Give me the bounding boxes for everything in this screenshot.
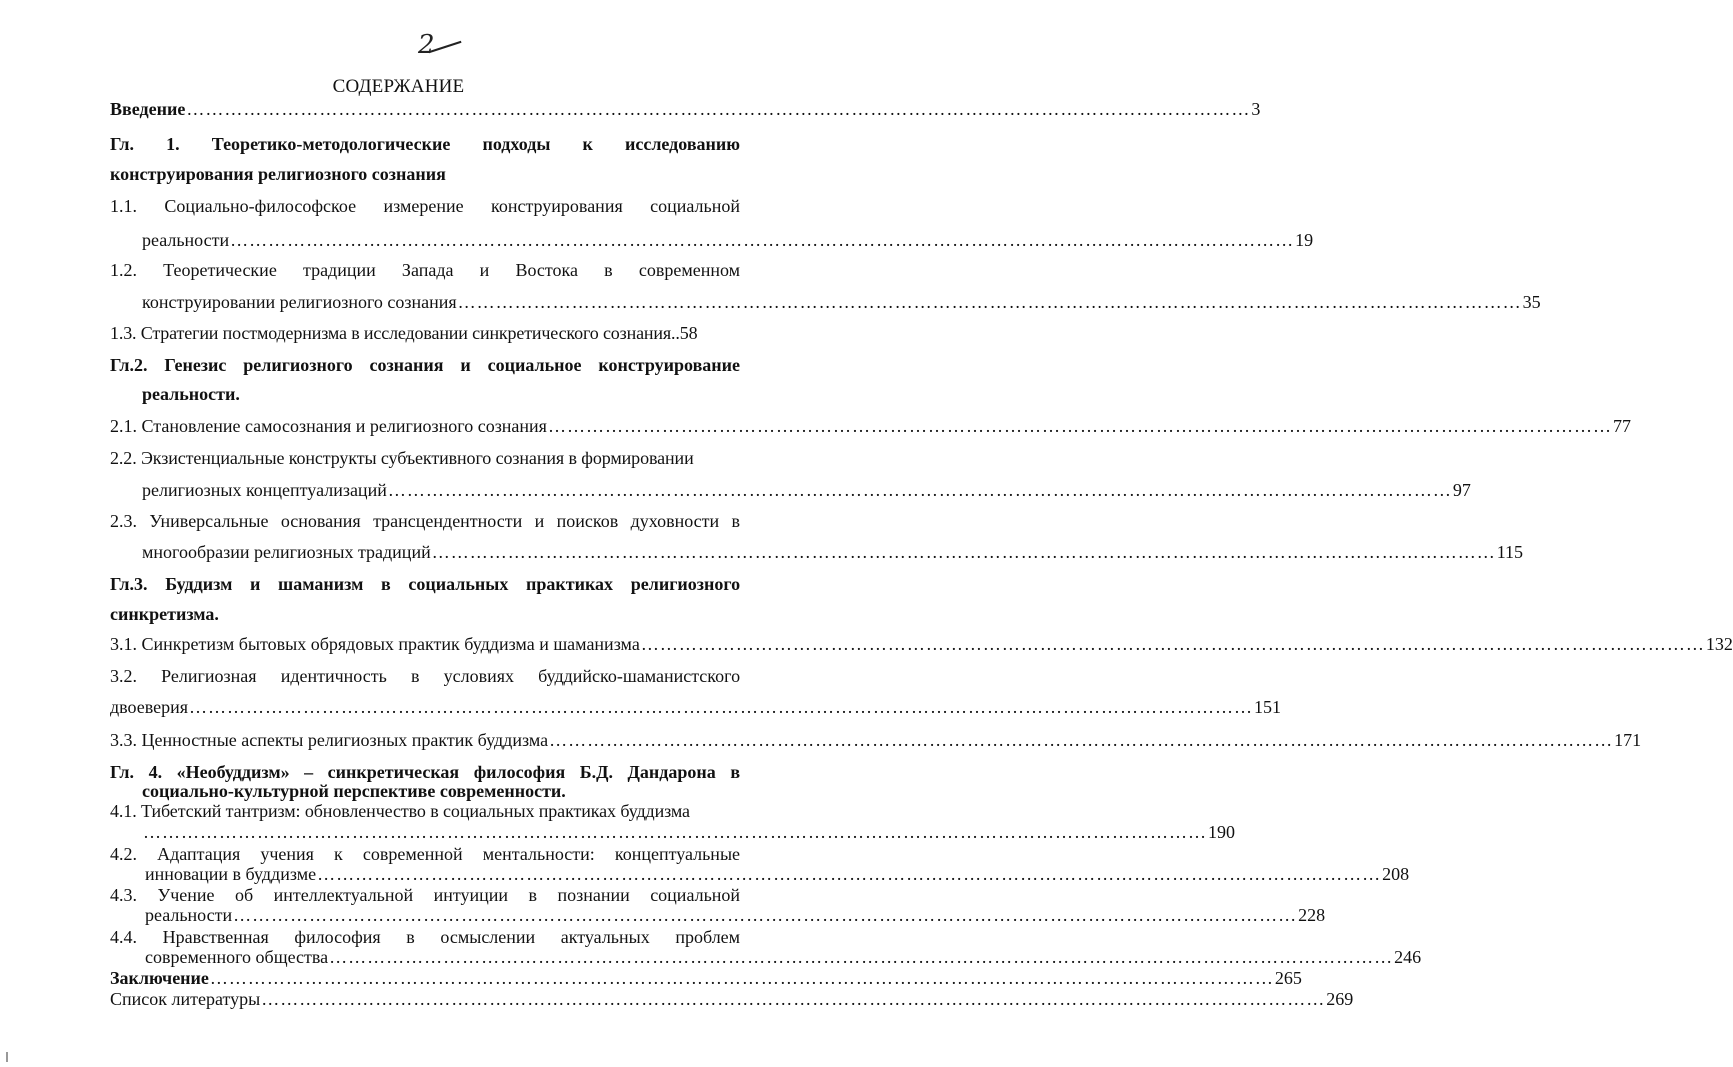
- toc-chapter-3-heading-cont: синкретизма.: [110, 604, 219, 624]
- toc-section-2-3-cont[interactable]: многообразии религиозных традиций …………………………………………………………………………………………………………………………………………………… 115: [142, 542, 1524, 562]
- toc-section-4-4-cont[interactable]: современного общества …………………………………………………………………………………………………………………………………………………… 246: [145, 947, 1422, 967]
- leader-dots: ……………………………………………………………………………………………………………………………………………………: [457, 292, 1522, 312]
- toc-chapter-3-heading[interactable]: Гл.3. Буддизм и шаманизм в социальных практиках религиозного: [110, 574, 741, 594]
- leader-dots: ……………………………………………………………………………………………………………………………………………………: [186, 99, 1251, 119]
- toc-section-4-1[interactable]: 4.1. Тибетский тантризм: обновленчество в социальных практиках буддизма: [110, 801, 690, 821]
- toc-section-1-2-cont[interactable]: конструировании религиозного сознания …………………………………………………………………………………………………………………………………………………… 35: [142, 292, 1541, 312]
- leader-dots: ……………………………………………………………………………………………………………………………………………………: [189, 697, 1254, 717]
- page-title: СОДЕРЖАНИЕ: [332, 76, 465, 97]
- page-number-mark: 2: [418, 30, 435, 60]
- toc-section-2-3[interactable]: 2.3. Универсальные основания трансцендентности и поисков духовности в: [110, 511, 741, 531]
- leader-dots: ……………………………………………………………………………………………………………………………………………………: [209, 968, 1274, 988]
- toc-section-4-3[interactable]: 4.3. Учение об интеллектуальной интуиции в познании социальной: [110, 885, 741, 905]
- toc-section-1-2[interactable]: 1.2. Теоретические традиции Запада и Востока в современном: [110, 260, 741, 280]
- scan-margin-mark: [6, 1052, 8, 1062]
- toc-section-1-3[interactable]: 1.3. Стратегии постмодернизма в исследовании синкретического сознания..58: [110, 323, 698, 343]
- toc-chapter-2-heading-cont: реальности.: [142, 384, 240, 404]
- toc-section-3-1[interactable]: 3.1. Синкретизм бытовых обрядовых практик буддизма и шаманизма …………………………………………………………………………………………………………………………………………………… 132: [110, 634, 1733, 654]
- toc-section-2-1[interactable]: 2.1. Становление самосознания и религиозного сознания …………………………………………………………………………………………………………………………………………………… 77: [110, 416, 1631, 436]
- toc-chapter-4-heading[interactable]: Гл. 4. «Необуддизм» – синкретическая философия Б.Д. Дандарона в: [110, 762, 741, 782]
- toc-section-3-2-cont[interactable]: двоеверия …………………………………………………………………………………………………………………………………………………… 151: [110, 697, 1282, 717]
- toc-section-1-1-cont[interactable]: реальности …………………………………………………………………………………………………………………………………………………… 19: [142, 230, 1314, 250]
- leader-dots: ……………………………………………………………………………………………………………………………………………………: [261, 989, 1326, 1009]
- leader-dots: ……………………………………………………………………………………………………………………………………………………: [547, 416, 1612, 436]
- toc-chapter-1-heading[interactable]: Гл. 1. Теоретико-методологические подходы к исследованию: [110, 134, 741, 154]
- toc-chapter-2-heading[interactable]: Гл.2. Генезис религиозного сознания и социальное конструирование: [110, 355, 741, 375]
- leader-dots: ……………………………………………………………………………………………………………………………………………………: [329, 947, 1394, 967]
- toc-chapter-4-heading-cont: социально-культурной перспективе современности.: [142, 781, 566, 801]
- toc-references[interactable]: Список литературы …………………………………………………………………………………………………………………………………………………… 269: [110, 989, 1354, 1009]
- leader-dots: ……………………………………………………………………………………………………………………………………………………: [233, 905, 1298, 925]
- leader-dots: ……………………………………………………………………………………………………………………………………………………: [143, 822, 1207, 842]
- toc-chapter-1-heading-cont: конструирования религиозного сознания: [110, 164, 446, 184]
- toc-intro-page: 3: [1251, 99, 1261, 119]
- toc-intro[interactable]: [110, 99, 1261, 120]
- toc-section-4-3-cont[interactable]: реальности …………………………………………………………………………………………………………………………………………………… 228: [145, 905, 1326, 925]
- toc-section-3-3[interactable]: 3.3. Ценностные аспекты религиозных практик буддизма …………………………………………………………………………………………………………………………………………………… 171: [110, 730, 1642, 750]
- toc-section-4-1-cont[interactable]: …………………………………………………………………………………………………………………………………………………… 190: [143, 822, 1235, 842]
- toc-intro-label: Введение: [110, 99, 186, 119]
- leader-dots: ……………………………………………………………………………………………………………………………………………………: [549, 730, 1614, 750]
- toc-section-3-2[interactable]: 3.2. Религиозная идентичность в условиях буддийско-шаманистского: [110, 666, 741, 686]
- toc-section-4-2-cont[interactable]: инновации в буддизме …………………………………………………………………………………………………………………………………………………… 208: [145, 864, 1410, 884]
- leader-dots: ……………………………………………………………………………………………………………………………………………………: [387, 480, 1452, 500]
- toc-conclusion[interactable]: Заключение …………………………………………………………………………………………………………………………………………………… 265: [110, 968, 1302, 988]
- leader-dots: ……………………………………………………………………………………………………………………………………………………: [317, 864, 1382, 884]
- leader-dots: ……………………………………………………………………………………………………………………………………………………: [431, 542, 1496, 562]
- leader-dots: ……………………………………………………………………………………………………………………………………………………: [230, 230, 1295, 250]
- leader-dots: ……………………………………………………………………………………………………………………………………………………: [640, 634, 1705, 654]
- toc-section-2-2[interactable]: 2.2. Экзистенциальные конструкты субъективного сознания в формировании: [110, 448, 694, 468]
- toc-section-1-1[interactable]: 1.1. Социально-философское измерение конструирования социальной: [110, 196, 740, 216]
- toc-section-4-2[interactable]: 4.2. Адаптация учения к современной ментальности: концептуальные: [110, 844, 741, 864]
- toc-section-2-2-cont[interactable]: религиозных концептуализаций …………………………………………………………………………………………………………………………………………………… 97: [142, 480, 1471, 500]
- toc-section-4-4[interactable]: 4.4. Нравственная философия в осмыслении актуальных проблем: [110, 927, 741, 947]
